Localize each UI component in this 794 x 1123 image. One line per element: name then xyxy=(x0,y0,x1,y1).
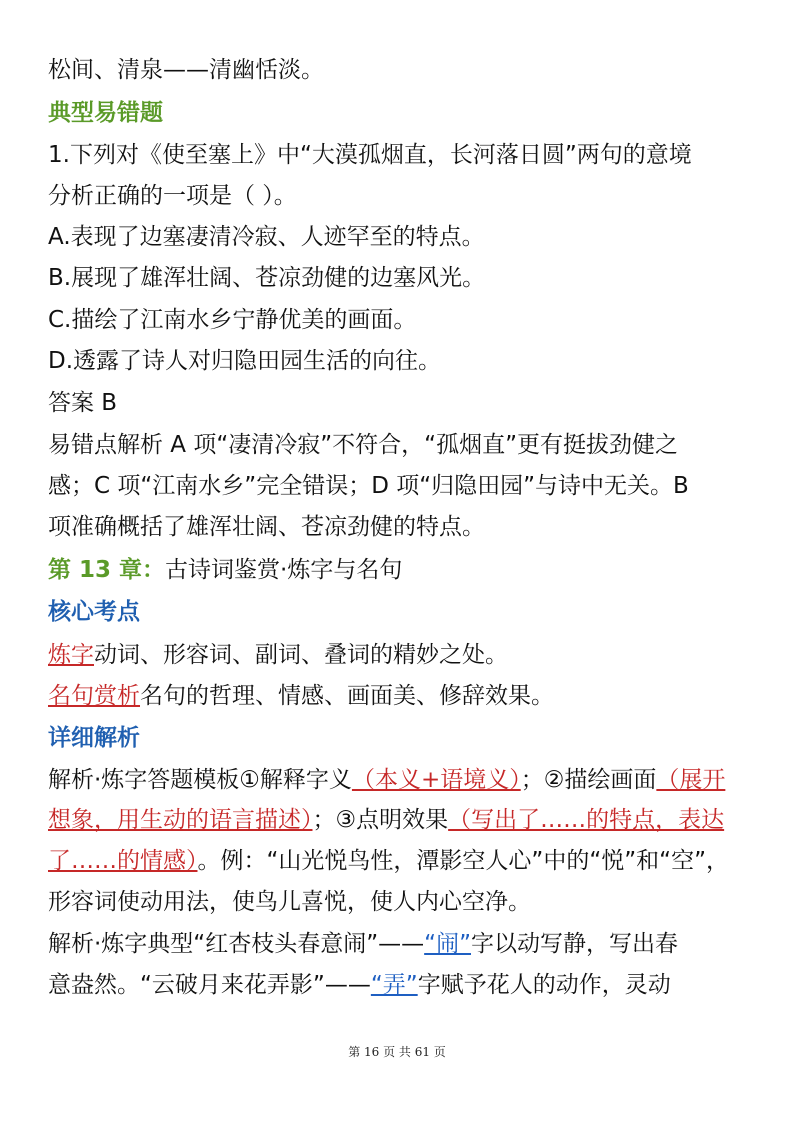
option-c: C.描绘了江南水乡宁静优美的画面。 xyxy=(48,307,417,333)
analysis-text: 解析·炼字典型“红杏枝头春意闹”—— xyxy=(48,931,425,957)
analysis-highlight: （展开 xyxy=(656,767,726,793)
analysis-text: 解析·炼字答题模板①解释字义 xyxy=(48,767,352,793)
chapter-label: 第 13 章： xyxy=(48,557,166,583)
core-point-line xyxy=(48,681,554,711)
core-point-key: 名句赏析 xyxy=(48,683,140,709)
analysis-text: ；②描绘画面 xyxy=(520,767,657,793)
core-point-key: 炼字 xyxy=(48,642,94,668)
core-point-line xyxy=(48,640,508,670)
section-heading-typical-errors: 典型易错题 xyxy=(48,100,163,126)
analysis-text: ；③点明效果 xyxy=(312,807,449,833)
analysis-highlight: 想象，用生动的语言描述） xyxy=(48,807,313,833)
option-a: A.表现了边塞凄清冷寂、人迹罕至的特点。 xyxy=(48,224,485,250)
chapter-title: 古诗词鉴赏·炼字与名句 xyxy=(165,557,403,583)
analysis-line xyxy=(48,970,671,1000)
core-point-text: 名句的哲理、情感、画面美、修辞效果。 xyxy=(140,683,554,709)
section-heading-detailed-analysis: 详细解析 xyxy=(48,725,140,751)
analysis-line xyxy=(48,805,724,835)
chapter-heading xyxy=(48,555,402,585)
analysis-highlight: （写出了……的特点，表达 xyxy=(448,807,725,833)
option-b: B.展现了雄浑壮阔、苍凉劲健的边塞风光。 xyxy=(48,265,486,291)
analysis-line: 形容词使动用法，使鸟儿喜悦，使人内心空净。 xyxy=(48,889,531,915)
analysis-keyword: “弄” xyxy=(370,972,418,998)
body-line: 松间、清泉——清幽恬淡。 xyxy=(48,57,324,83)
core-point-text: 动词、形容词、副词、叠词的精妙之处。 xyxy=(94,642,508,668)
analysis-text: 。例：“山光悦鸟性，潭影空人心”中的“悦”和“空”， xyxy=(197,848,729,874)
question-line: 1.下列对《使至塞上》中“大漠孤烟直，长河落日圆”两句的意境 xyxy=(48,142,692,168)
analysis-highlight: （本义+语境义） xyxy=(351,767,521,793)
option-d: D.透露了诗人对归隐田园生活的向往。 xyxy=(48,348,442,374)
question-line: 分析正确的一项是（ ）。 xyxy=(48,183,297,209)
analysis-line xyxy=(48,929,678,959)
analysis-keyword: “闹” xyxy=(424,931,471,957)
analysis-line xyxy=(48,846,729,876)
analysis-text: 意盎然。“云破月来花弄影”—— xyxy=(48,972,371,998)
page-number-footer: 第 16 页 共 61 页 xyxy=(348,1045,446,1059)
analysis-text: 字赋予花人的动作，灵动 xyxy=(417,972,671,998)
error-analysis-line: 感；C 项“江南水乡”完全错误；D 项“归隐田园”与诗中无关。B xyxy=(48,473,689,499)
section-heading-core-points: 核心考点 xyxy=(48,599,140,625)
error-analysis-line: 项准确概括了雄浑壮阔、苍凉劲健的特点。 xyxy=(48,514,485,540)
analysis-line xyxy=(48,765,725,795)
error-analysis-line: 易错点解析 A 项“凄清冷寂”不符合，“孤烟直”更有挺拔劲健之 xyxy=(48,432,679,458)
analysis-highlight: 了……的情感） xyxy=(48,848,198,874)
answer-line: 答案 B xyxy=(48,390,118,416)
analysis-text: 字以动写静，写出春 xyxy=(471,931,678,957)
